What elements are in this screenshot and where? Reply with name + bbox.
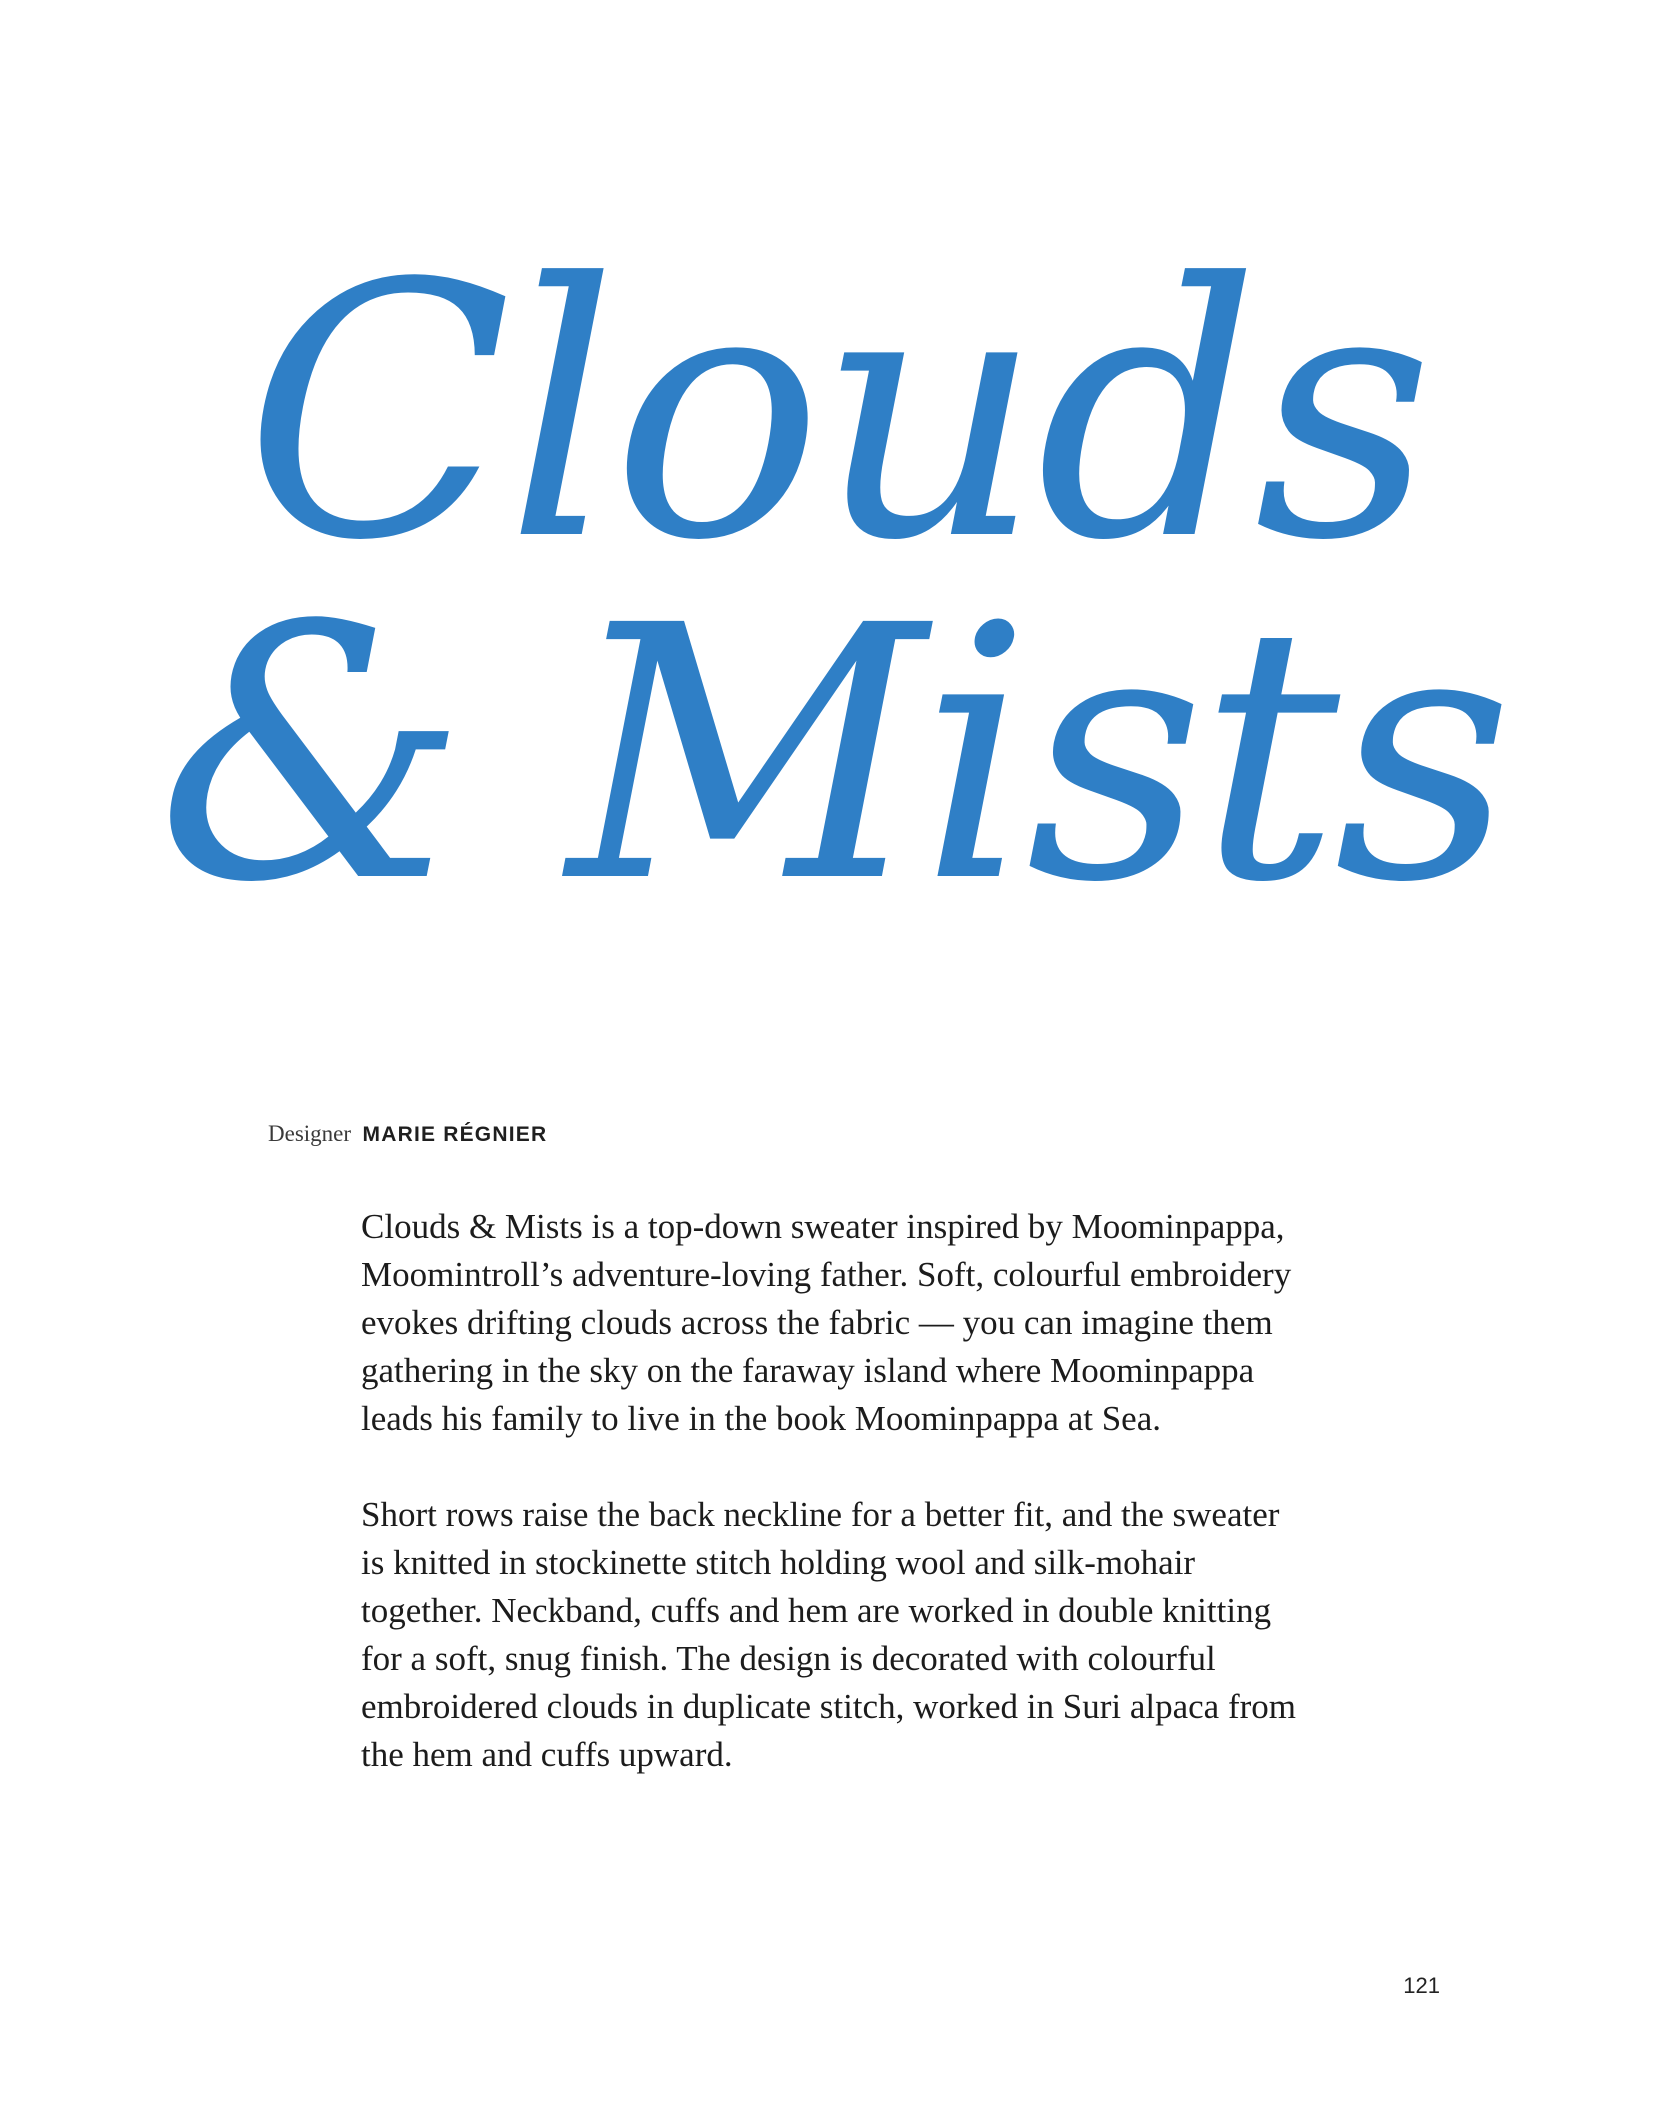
page-number: 121: [1403, 1973, 1440, 1998]
designer-label: Designer: [268, 1121, 352, 1146]
body-paragraph-intro: Clouds & Mists is a top-down sweater inspired by Moominpappa, Moomintroll’s adventure-loving father. Soft, colourful embroidery evokes drifting clouds across the fabric — you can imagine them gathering in the sky on the faraway island where Moominpappa leads his family to live in the book Moominpappa at Sea.: [361, 1207, 1292, 1438]
title-line-clouds: Clouds: [244, 209, 1428, 617]
body-paragraph-construction: Short rows raise the back neckline for a better fit, and the sweater is knitted in stockinette stitch holding wool and silk-mohair together. Neckband, cuffs and hem are worked in double knitting for a soft, snug finish. The design is decorated with colourful embroidered clouds in duplicate stitch, worked in Suri alpaca from the hem and cuffs upward.: [361, 1495, 1297, 1774]
designer-credit: [268, 1121, 547, 1147]
title-line-mists: & Mists: [156, 551, 1508, 959]
designer-name: MARIE RÉGNIER: [362, 1123, 548, 1146]
